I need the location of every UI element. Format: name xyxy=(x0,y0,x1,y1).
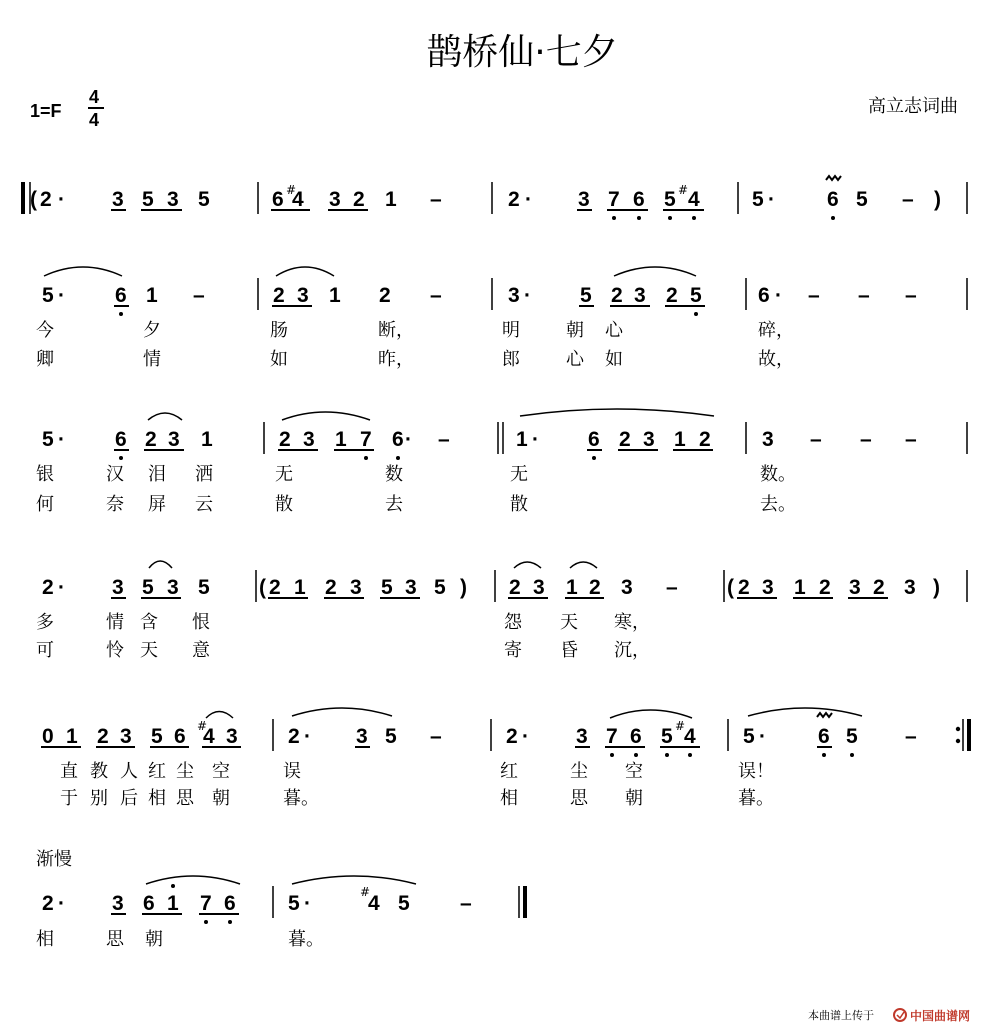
lyric-verse2: 朝 xyxy=(625,788,643,809)
note: 5 xyxy=(664,188,676,211)
lyric-verse2: 怜 xyxy=(106,640,124,661)
low-octave-dot xyxy=(228,920,232,924)
mordent-mark xyxy=(817,713,832,717)
slur xyxy=(520,409,714,416)
low-octave-dot xyxy=(634,753,638,757)
note: 1 xyxy=(329,284,341,307)
sharp-sign: # xyxy=(675,719,686,733)
lyric-verse2: 故， xyxy=(758,349,794,370)
note: 3 xyxy=(297,284,309,307)
lyric-verse1: 银 xyxy=(36,464,54,485)
low-octave-dot xyxy=(665,753,669,757)
dot: · xyxy=(775,284,782,307)
staff-row-2 xyxy=(36,409,967,515)
low-octave-dot xyxy=(637,216,641,220)
lyric-verse2: 去。 xyxy=(760,494,796,515)
slur xyxy=(276,267,334,276)
lyric-verse2: 暮。 xyxy=(283,788,319,809)
dash: – xyxy=(430,725,442,748)
time-signature-bottom: 4 xyxy=(89,110,100,130)
time-signature-top: 4 xyxy=(89,87,100,107)
note: 2 xyxy=(325,576,337,599)
lyric-verse1: 空 xyxy=(625,761,643,782)
note: 3 xyxy=(168,428,180,451)
lyric-verse1: 红 xyxy=(500,761,518,782)
end-repeat-dot xyxy=(956,727,960,731)
lyric-verse1: 情 xyxy=(106,612,124,633)
lyric-verse1: 思 xyxy=(106,929,124,950)
lyric-verse2: 卿 xyxy=(36,349,54,370)
lyric-verse2: 相 xyxy=(148,788,166,809)
lyric-verse2: 郎 xyxy=(502,349,520,370)
note: 1 xyxy=(294,576,306,599)
note: 2 xyxy=(611,284,623,307)
slur xyxy=(149,561,172,568)
note: 5 xyxy=(856,188,868,211)
staff-row-4 xyxy=(41,708,969,809)
note: 3 xyxy=(356,725,368,748)
lyric-verse1: 天 xyxy=(560,612,578,633)
note: 6 xyxy=(633,188,645,211)
lyric-verse1: 无 xyxy=(510,464,528,485)
dash: – xyxy=(860,428,872,451)
lyric-verse1: 误 xyxy=(283,761,301,782)
lyric-verse1: 泪 xyxy=(148,464,166,485)
staff-row-intro xyxy=(23,176,967,220)
note: 3 xyxy=(762,428,774,451)
note: 3 xyxy=(643,428,655,451)
lyric-verse2: 奈 xyxy=(106,494,124,515)
note: 6 xyxy=(272,188,284,211)
note: 2 xyxy=(40,188,52,211)
lyric-verse1: 寒， xyxy=(614,612,650,633)
low-octave-dot xyxy=(610,753,614,757)
staff-row-1 xyxy=(36,267,967,370)
slur xyxy=(514,562,541,568)
lyric-verse1: 教 xyxy=(90,761,108,782)
low-octave-dot xyxy=(592,456,596,460)
note: 3 xyxy=(112,188,124,211)
lyric-verse2: 如 xyxy=(270,349,288,370)
note: 3 xyxy=(350,576,362,599)
low-octave-dot xyxy=(668,216,672,220)
lyric-verse1: 朝 xyxy=(566,320,584,341)
lyric-verse2: 别 xyxy=(90,788,108,809)
low-octave-dot xyxy=(364,456,368,460)
lyric-verse2: 云 xyxy=(195,494,213,515)
note: 3 xyxy=(578,188,590,211)
low-octave-dot xyxy=(822,753,826,757)
dash: – xyxy=(666,576,678,599)
note: 5 xyxy=(198,576,210,599)
note: 3 xyxy=(508,284,520,307)
sharp-sign: # xyxy=(286,183,297,197)
note: 6 xyxy=(630,725,642,748)
note: 5 xyxy=(690,284,702,307)
note: 1 xyxy=(674,428,686,451)
dash: – xyxy=(430,284,442,307)
dash: – xyxy=(810,428,822,451)
lyric-verse2: 情 xyxy=(143,349,161,370)
lyric-verse2: 天 xyxy=(140,640,158,661)
note: 1 xyxy=(167,892,179,915)
lyric-verse2: 可 xyxy=(36,640,54,661)
footer-upload-note: 本曲谱上传于 xyxy=(808,1009,874,1022)
dash: – xyxy=(905,284,917,307)
note: 3 xyxy=(167,576,179,599)
note: 2 xyxy=(589,576,601,599)
lyric-verse2: 暮。 xyxy=(738,788,774,809)
close-paren: ) xyxy=(460,576,467,599)
note: 5 xyxy=(42,284,54,307)
lyric-verse1: 数 xyxy=(385,464,403,485)
lyric-verse1: 碎， xyxy=(758,320,794,341)
lyric-verse1: 明 xyxy=(502,320,520,341)
note: 2 xyxy=(379,284,391,307)
dash: – xyxy=(905,725,917,748)
slur xyxy=(44,267,122,276)
lyric-verse2: 思 xyxy=(176,788,194,809)
note: 3 xyxy=(167,188,179,211)
note: 6 xyxy=(174,725,186,748)
low-octave-dot xyxy=(850,753,854,757)
lyric-verse2: 相 xyxy=(500,788,518,809)
lyric-verse2: 心 xyxy=(566,349,584,370)
note: 4 xyxy=(688,188,700,211)
note: 5 xyxy=(381,576,393,599)
note: 1 xyxy=(794,576,806,599)
note: 6 xyxy=(143,892,155,915)
lyric-verse1: 空 xyxy=(212,761,230,782)
sharp-sign: # xyxy=(360,885,371,899)
slur xyxy=(610,710,692,718)
note: 2 xyxy=(145,428,157,451)
note: 1 xyxy=(385,188,397,211)
note: 6 xyxy=(392,428,404,451)
low-octave-dot xyxy=(119,312,123,316)
low-octave-dot xyxy=(831,216,835,220)
note: 6 xyxy=(588,428,600,451)
note: 5 xyxy=(198,188,210,211)
dot: · xyxy=(58,576,65,599)
note: 5 xyxy=(743,725,755,748)
note: 7 xyxy=(360,428,372,451)
note: 2 xyxy=(273,284,285,307)
slur xyxy=(570,562,597,568)
note: 4 xyxy=(292,188,304,211)
song-title: 鹊桥仙·七夕 xyxy=(426,32,618,73)
dot: · xyxy=(525,188,532,211)
note: 4 xyxy=(203,725,215,748)
key-signature: 1=F xyxy=(30,101,62,121)
note: 3 xyxy=(762,576,774,599)
note: 2 xyxy=(506,725,518,748)
lyric-verse2: 于 xyxy=(60,788,78,809)
sharp-sign: # xyxy=(678,183,689,197)
note: 1 xyxy=(146,284,158,307)
lyric-verse1: 恨 xyxy=(192,612,210,633)
note: 3 xyxy=(621,576,633,599)
note: 3 xyxy=(226,725,238,748)
note: 2 xyxy=(42,576,54,599)
dash: – xyxy=(858,284,870,307)
dot: · xyxy=(304,725,311,748)
dash: – xyxy=(808,284,820,307)
lyric-verse1: 人 xyxy=(120,761,138,782)
dash: – xyxy=(438,428,450,451)
tempo-marking: 渐慢 xyxy=(36,849,72,870)
open-paren: ( xyxy=(259,576,266,599)
note: 5 xyxy=(434,576,446,599)
note: 6 xyxy=(758,284,770,307)
slur xyxy=(206,712,233,719)
note: 2 xyxy=(269,576,281,599)
staff-row-ending xyxy=(36,849,525,950)
note: 3 xyxy=(576,725,588,748)
lyric-verse1: 误！ xyxy=(738,761,774,782)
note: 5 xyxy=(661,725,673,748)
note: 5 xyxy=(580,284,592,307)
note: 2 xyxy=(873,576,885,599)
lyric-verse1: 相 xyxy=(36,929,54,950)
note: 1 xyxy=(201,428,213,451)
note: 3 xyxy=(112,892,124,915)
footer-watermark xyxy=(808,1008,970,1023)
lyric-verse1: 尘 xyxy=(570,761,588,782)
lyric-verse2: 思 xyxy=(570,788,588,809)
dot: · xyxy=(304,892,311,915)
note: 6 xyxy=(827,188,839,211)
note: 2 xyxy=(288,725,300,748)
note: 3 xyxy=(533,576,545,599)
lyric-verse1: 肠 xyxy=(270,320,288,341)
note: 0 xyxy=(42,725,54,748)
lyric-verse1: 洒 xyxy=(195,464,213,485)
note: 2 xyxy=(279,428,291,451)
note: 2 xyxy=(42,892,54,915)
note: 5 xyxy=(846,725,858,748)
lyric-verse2: 如 xyxy=(605,349,623,370)
lyric-verse1: 无 xyxy=(275,464,293,485)
lyric-verse1: 今 xyxy=(36,320,54,341)
note: 2 xyxy=(738,576,750,599)
dash: – xyxy=(460,892,472,915)
note: 6 xyxy=(224,892,236,915)
note: 1 xyxy=(516,428,528,451)
note: 3 xyxy=(634,284,646,307)
dot: · xyxy=(759,725,766,748)
dot: · xyxy=(522,725,529,748)
low-octave-dot xyxy=(119,456,123,460)
open-paren: ( xyxy=(727,576,734,599)
note: 5 xyxy=(142,188,154,211)
note: 2 xyxy=(666,284,678,307)
slur xyxy=(614,267,696,276)
end-repeat-dot xyxy=(956,739,960,743)
note: 5 xyxy=(288,892,300,915)
slur xyxy=(748,708,862,716)
open-paren: ( xyxy=(30,188,37,211)
note: 5 xyxy=(398,892,410,915)
dot: · xyxy=(532,428,539,451)
note: 2 xyxy=(619,428,631,451)
note: 7 xyxy=(606,725,618,748)
low-octave-dot xyxy=(688,753,692,757)
note: 3 xyxy=(303,428,315,451)
lyric-verse1: 汉 xyxy=(106,464,124,485)
lyric-verse2: 屏 xyxy=(148,494,166,515)
slur xyxy=(146,876,240,884)
slur xyxy=(292,876,416,884)
dot: · xyxy=(58,284,65,307)
dash: – xyxy=(905,428,917,451)
note: 5 xyxy=(385,725,397,748)
lyric-verse2: 后 xyxy=(120,788,138,809)
note: 5 xyxy=(752,188,764,211)
note: 3 xyxy=(849,576,861,599)
note: 4 xyxy=(684,725,696,748)
note: 6 xyxy=(818,725,830,748)
note: 7 xyxy=(200,892,212,915)
dot: · xyxy=(768,188,775,211)
note: 1 xyxy=(66,725,78,748)
sharp-sign: # xyxy=(197,719,208,733)
lyric-verse1: 含 xyxy=(140,612,158,633)
staff-row-3 xyxy=(36,561,967,661)
lyric-verse2: 沉， xyxy=(614,640,650,661)
slur xyxy=(292,708,392,716)
site-logo-icon xyxy=(894,1009,906,1021)
note: 6 xyxy=(115,284,127,307)
note: 2 xyxy=(508,188,520,211)
low-octave-dot xyxy=(396,456,400,460)
lyric-verse1: 断， xyxy=(378,320,414,341)
dash: – xyxy=(902,188,914,211)
note: 2 xyxy=(97,725,109,748)
lyric-verse1: 夕 xyxy=(143,320,161,341)
lyric-verse2: 昏 xyxy=(560,640,578,661)
dot: · xyxy=(405,428,412,451)
close-paren: ) xyxy=(934,188,941,211)
note: 5 xyxy=(42,428,54,451)
lyric-verse1: 暮。 xyxy=(288,929,324,950)
composer-credit: 高立志词曲 xyxy=(868,96,958,117)
note: 3 xyxy=(112,576,124,599)
note: 1 xyxy=(566,576,578,599)
dash: – xyxy=(193,284,205,307)
note: 2 xyxy=(819,576,831,599)
low-octave-dot xyxy=(692,216,696,220)
lyric-verse2: 何 xyxy=(36,494,54,515)
lyric-verse2: 意 xyxy=(192,640,210,661)
note: 3 xyxy=(405,576,417,599)
dash: – xyxy=(430,188,442,211)
note: 5 xyxy=(142,576,154,599)
dot: · xyxy=(58,188,65,211)
close-paren: ) xyxy=(933,576,940,599)
note: 1 xyxy=(335,428,347,451)
low-octave-dot xyxy=(612,216,616,220)
note: 7 xyxy=(608,188,620,211)
note: 2 xyxy=(353,188,365,211)
dot: · xyxy=(58,428,65,451)
dot: · xyxy=(58,892,65,915)
mordent-mark xyxy=(826,176,841,180)
high-octave-dot xyxy=(171,884,175,888)
lyric-verse2: 散 xyxy=(510,494,528,515)
lyric-verse1: 心 xyxy=(605,320,623,341)
note: 3 xyxy=(904,576,916,599)
lyric-verse2: 朝 xyxy=(212,788,230,809)
note: 3 xyxy=(120,725,132,748)
lyric-verse2: 散 xyxy=(275,494,293,515)
lyric-verse2: 去 xyxy=(385,494,403,515)
note: 2 xyxy=(509,576,521,599)
note: 5 xyxy=(151,725,163,748)
lyric-verse1: 直 xyxy=(60,761,78,782)
lyric-verse2: 昨， xyxy=(378,349,414,370)
dot: · xyxy=(524,284,531,307)
slur xyxy=(148,413,182,420)
lyric-verse1: 数。 xyxy=(760,464,796,485)
note: 2 xyxy=(699,428,711,451)
lyric-verse1: 多 xyxy=(36,612,54,633)
lyric-verse1: 怨 xyxy=(504,612,522,633)
note: 6 xyxy=(115,428,127,451)
footer-site-name: 中国曲谱网 xyxy=(910,1009,971,1023)
slur xyxy=(282,412,370,420)
note: 3 xyxy=(329,188,341,211)
lyric-verse2: 寄 xyxy=(504,640,522,661)
lyric-verse1: 尘 xyxy=(176,761,194,782)
low-octave-dot xyxy=(694,312,698,316)
lyric-verse1: 朝 xyxy=(145,929,163,950)
low-octave-dot xyxy=(204,920,208,924)
note: 4 xyxy=(368,892,380,915)
lyric-verse1: 红 xyxy=(148,761,166,782)
